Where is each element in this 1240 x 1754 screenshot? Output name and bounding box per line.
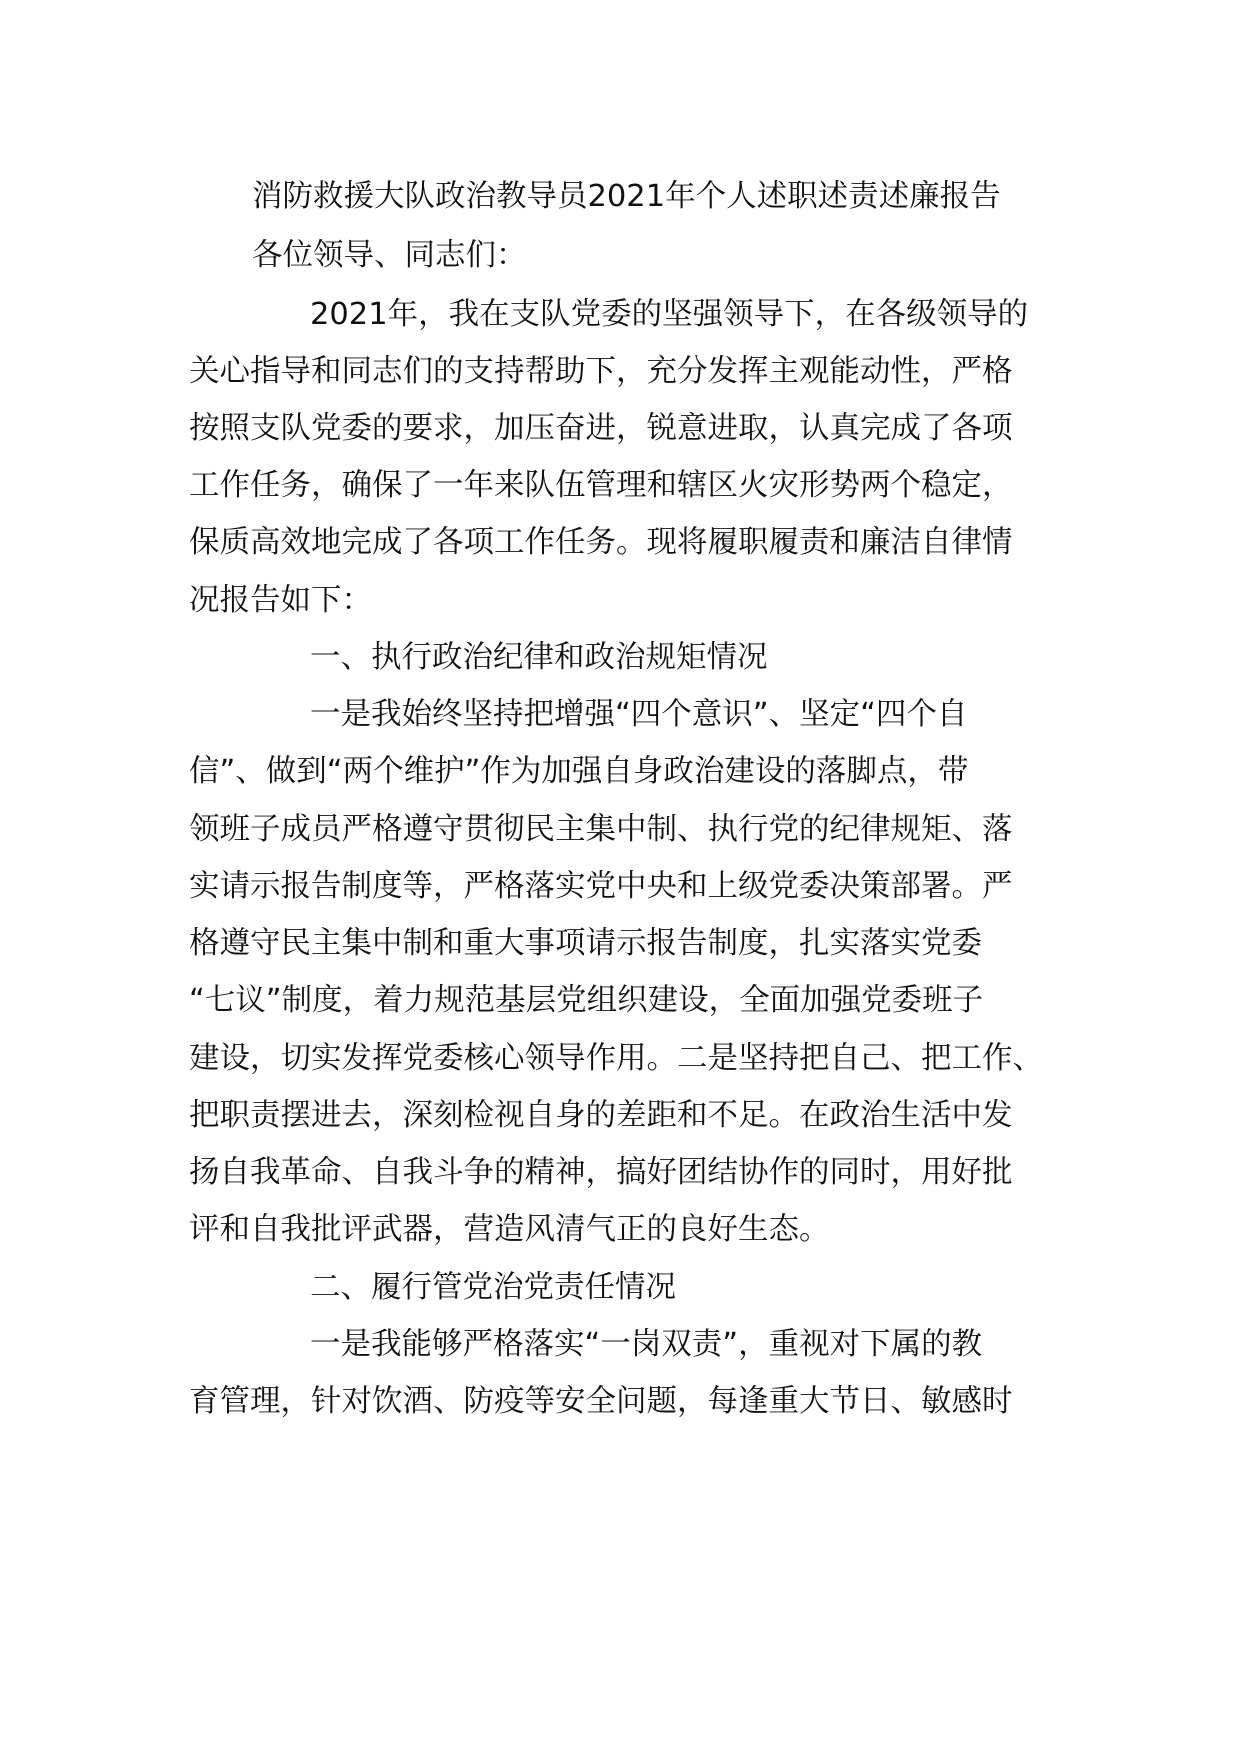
paragraph-line: “七议”制度，着力规范基层党组织建设，全面加强党委班子 [189, 983, 984, 1018]
paragraph-line: 扬自我革命、自我斗争的精神，搞好团结协作的同时，用好批 [189, 1155, 1013, 1190]
paragraph-line: 按照支队党委的要求，加压奋进，锐意进取，认真完成了各项 [189, 411, 1013, 446]
paragraph-line: 一是我能够严格落实“一岗双责”，重视对下属的教 [310, 1327, 983, 1362]
section-heading: 二、履行管党治党责任情况 [310, 1270, 676, 1305]
paragraph-line: 领班子成员严格遵守贯彻民主集中制、执行党的纪律规矩、落 [189, 812, 1013, 847]
paragraph-line: 工作任务，确保了一年来队伍管理和辖区火灾形势两个稳定， [189, 468, 1013, 503]
document-title: 消防救援大队政治教导员2021年个人述职述责述廉报告 [252, 179, 1001, 214]
paragraph-line: 关心指导和同志们的支持帮助下，充分发挥主观能动性，严格 [189, 354, 1013, 389]
paragraph-line: 一是我始终坚持把增强“四个意识”、坚定“四个自 [310, 697, 968, 732]
paragraph-line: 实请示报告制度等，严格落实党中央和上级党委决策部署。严 [189, 869, 1013, 904]
paragraph-line: 育管理，针对饮酒、防疫等安全问题，每逢重大节日、敏感时 [189, 1384, 1013, 1419]
section-heading: 一、执行政治纪律和政治规矩情况 [310, 640, 768, 675]
salutation: 各位领导、同志们： [252, 238, 527, 273]
paragraph-line: 信”、做到“两个维护”作为加强自身政治建设的落脚点，带 [189, 754, 969, 789]
paragraph-line: 建设，切实发挥党委核心领导作用。二是坚持把自己、把工作、 [189, 1041, 1043, 1076]
paragraph-line: 评和自我批评武器，营造风清气正的良好生态。 [189, 1212, 830, 1247]
paragraph-line: 把职责摆进去，深刻检视自身的差距和不足。在政治生活中发 [189, 1098, 1013, 1133]
paragraph-line: 2021年，我在支队党委的坚强领导下，在各级领导的 [310, 297, 1029, 332]
paragraph-line: 况报告如下： [189, 583, 372, 618]
paragraph-line: 保质高效地完成了各项工作任务。现将履职履责和廉洁自律情 [189, 525, 1013, 560]
paragraph-line: 格遵守民主集中制和重大事项请示报告制度，扎实落实党委 [189, 926, 982, 961]
